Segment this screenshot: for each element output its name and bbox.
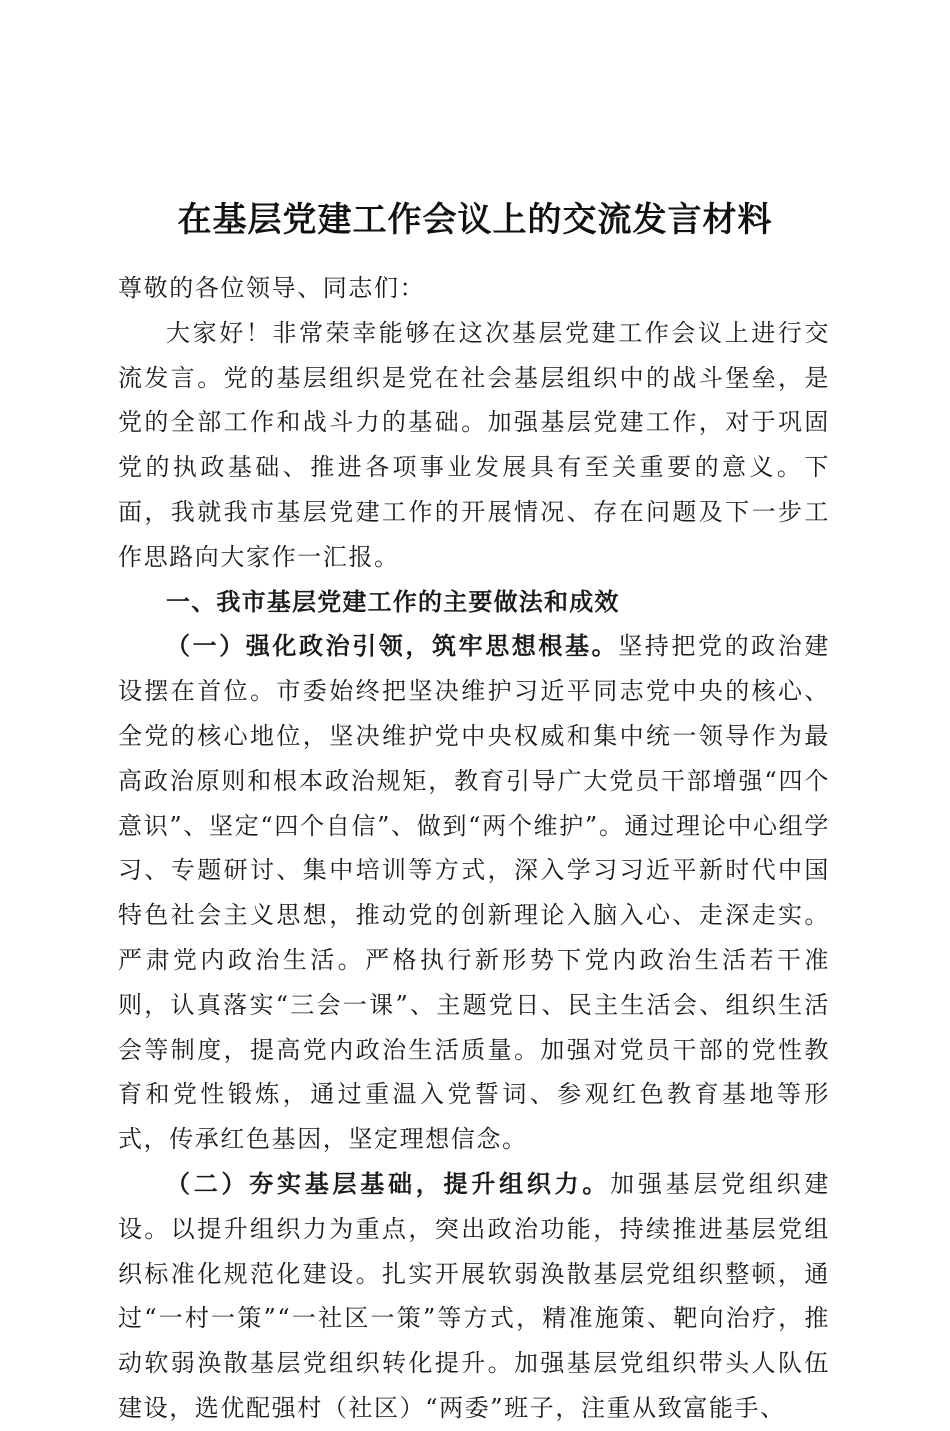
paragraph-item-1 xyxy=(118,624,830,1162)
item-1-body: 坚持把党的政治建设摆在首位。市委始终把坚决维护习近平同志党中央的核心、全党的核心地位，坚决维护党中央权威和集中统一领导作为最高政治原则和根本政治规矩，教育引导广大党员干部增强“四个意识”、坚定“四个自信”、做到“两个维护”。通过理论中心组学习、专题研讨、集中培训等方式，深入学习习近平新时代中国特色社会主义思想，推动党的创新理论入脑入心、走深走实。严肃党内政治生活。严格执行新形势下党内政治生活若干准则，认真落实“三会一课”、主题党日、民主生活会、组织生活会等制度，提高党内政治生活质量。加强对党员干部的党性教育和党性锻炼，通过重温入党誓词、参观红色教育基地等形式，传承红色基因，坚定理想信念。 xyxy=(118,632,830,1154)
intro-paragraph: 大家好！非常荣幸能够在这次基层党建工作会议上进行交流发言。党的基层组织是党在社会基层组织中的战斗堡垒，是党的全部工作和战斗力的基础。加强基层党建工作，对于巩固党的执政基础、推进各项事业发展具有至关重要的意义。下面，我就我市基层党建工作的开展情况、存在问题及下一步工作思路向大家作一汇报。 xyxy=(118,318,830,571)
salutation: 尊敬的各位领导、同志们： xyxy=(118,274,426,302)
item-2-heading: （二）夯实基层基础，提升组织力。 xyxy=(166,1168,611,1198)
item-2-body: 加强基层党组织建设。以提升组织力为重点，突出政治功能，持续推进基层党组织标准化规范化建设。扎实开展软弱涣散基层党组织整顿，通过“一村一策”“一社区一策”等方式，精准施策、靶向治疗，推动软弱涣散基层党组织转化提升。加强基层党组织带头人队伍建设，选优配强村（社区）“两委”班子，注重从致富能手、 xyxy=(118,1169,830,1422)
section-heading: 一、我市基层党建工作的主要做法和成效 xyxy=(166,587,620,616)
paragraph-item-2 xyxy=(118,1162,830,1431)
document-body xyxy=(118,266,830,1431)
document-title: 在基层党建工作会议上的交流发言材料 xyxy=(177,200,773,240)
item-1-heading: （一）强化政治引领，筑牢思想根基。 xyxy=(166,631,619,661)
